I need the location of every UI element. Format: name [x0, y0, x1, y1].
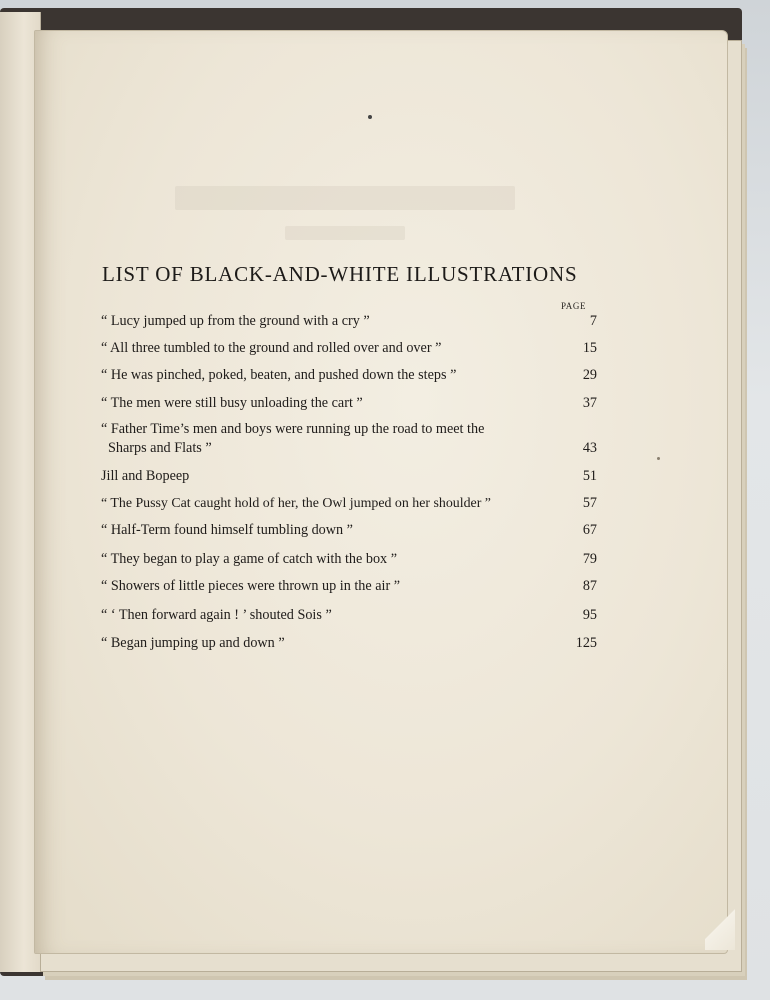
show-through-text — [285, 226, 405, 240]
list-item — [101, 312, 597, 331]
list-item — [101, 420, 597, 458]
entry-page-number: 57 — [582, 495, 597, 511]
ink-dot — [368, 115, 372, 119]
entry-page-number: 79 — [582, 551, 597, 567]
entry-title: “ Half-Term found himself tumbling down ” — [101, 522, 353, 538]
entry-title — [101, 420, 561, 458]
list-item — [101, 494, 597, 513]
entry-title: “ The men were still busy unloading the cart ” — [101, 395, 363, 411]
list-item — [101, 366, 597, 385]
list-item — [101, 606, 597, 625]
list-item — [101, 339, 597, 358]
page-heading: LIST OF BLACK-AND-WHITE ILLUSTRATIONS — [102, 262, 578, 286]
ink-dot — [657, 457, 660, 460]
list-item — [101, 550, 597, 569]
entry-page-number: 7 — [589, 313, 597, 329]
entry-page-number: 87 — [582, 578, 597, 594]
entry-title: “ Began jumping up and down ” — [101, 635, 285, 651]
entry-title: “ The Pussy Cat caught hold of her, the Owl jumped on her shoulder ” — [101, 496, 491, 511]
entry-title: “ He was pinched, poked, beaten, and pushed down the steps ” — [101, 367, 457, 383]
entry-page-number: 125 — [575, 635, 597, 651]
entry-page-number: 37 — [582, 395, 597, 411]
entry-title: “ ‘ Then forward again ! ’ shouted Sois ” — [101, 607, 332, 623]
list-item — [101, 577, 597, 596]
entry-page-number: 67 — [582, 522, 597, 538]
list-item — [101, 521, 597, 540]
entry-title: “ All three tumbled to the ground and rolled over and over ” — [101, 340, 442, 356]
entry-title: “ Lucy jumped up from the ground with a cry ” — [101, 313, 370, 329]
show-through-text — [175, 186, 515, 210]
entry-page-number: 29 — [582, 367, 597, 383]
entry-title-line-2: Sharps and Flats ” — [108, 440, 212, 456]
list-item — [101, 634, 597, 653]
list-item — [101, 467, 597, 486]
entry-page-number: 15 — [582, 340, 597, 356]
book-page — [34, 30, 728, 954]
list-item — [101, 394, 597, 413]
entry-title: “ Showers of little pieces were thrown up in the air ” — [101, 578, 401, 594]
entry-title: Jill and Bopeep — [101, 468, 190, 484]
entry-page-number: 43 — [582, 440, 597, 456]
page-column-label: PAGE — [561, 301, 587, 311]
entry-title-line-1: “ Father Time’s men and boys were running up the road to meet the — [101, 421, 485, 437]
entry-page-number: 51 — [582, 468, 597, 484]
entry-title: “ They began to play a game of catch with the box ” — [101, 551, 397, 567]
entry-page-number: 95 — [582, 607, 597, 623]
torn-page-corner — [705, 905, 735, 950]
